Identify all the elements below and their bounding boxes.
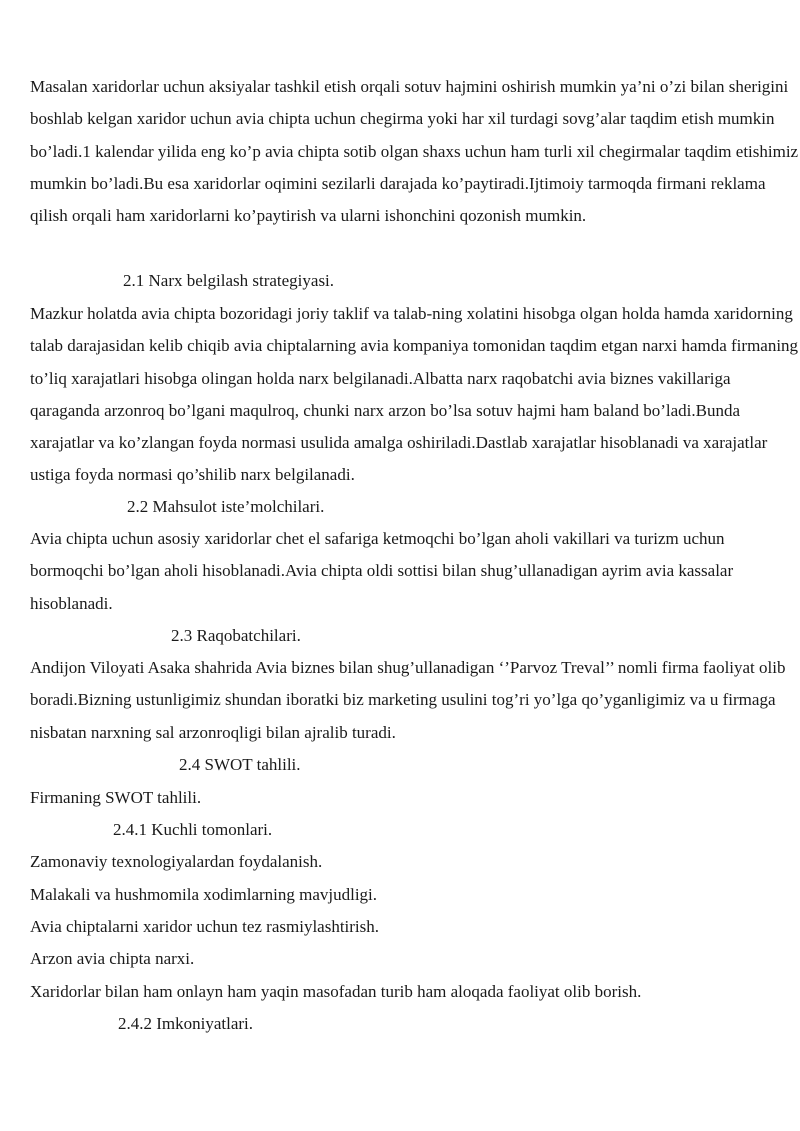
pricing-paragraph: Mazkur holatda avia chipta bozoridagi joriy taklif va talab-ning xolatini hisobga olgan holda hamda xaridorning talab darajasidan kelib chiqib avia chiptalarning avia kompaniya tomonidan taqdim etgan narxi hamda firmaning to’liq xarajatlari hisobga olingan holda narx belgilanadi.Albatta narx raqobatchi avia biznes vakillariga qaraganda arzonroq bo’lgani maqulroq, chunki narx arzon bo’lsa sotuv hajmi ham baland bo’ladi.Bunda xarajatlar va ko’zlangan foyda normasi usulida amalga oshiriladi.Dastlab xarajatlar hisoblanadi va xarajatlar ustiga foyda normasi qo’shilib narx belgilanadi. xyxy=(30,304,799,485)
heading-pricing-strategy: 2.1 Narx belgilash strategiyasi. xyxy=(123,271,335,290)
heading-product-consumers: 2.2 Mahsulot iste’molchilari. xyxy=(127,497,325,516)
intro-paragraph: Masalan xaridorlar uchun aksiyalar tashkil etish orqali sotuv hajmini oshirish mumkin ya’ni o’zi bilan sherigini boshlab kelgan xaridor uchun avia chipta uchun chegirma yoki har xil turdagi sovg’alar taqdim etish mumkin bo’ladi.1 kalendar yilida eng ko’p avia chipta sotib olgan shaxs uchun ham turli xil chegirmalar taqdim etishimiz mumkin bo’ladi.Bu esa xaridorlar oqimini sezilarli darajada ko’paytiradi.Ijtimoiy tarmoqda firmani reklama qilish orqali ham xaridorlarni ko’paytirish va ularni ishonchini qozonish mumkin. xyxy=(30,77,799,226)
consumers-paragraph: Avia chipta uchun asosiy xaridorlar chet el safariga ketmoqchi bo’lgan aholi vakillari va turizm uchun bormoqchi bo’lgan aholi hisoblanadi.Avia chipta oldi sottisi bilan shug’ullanadigan ayrim avia kassalar hisoblanadi. xyxy=(30,529,734,613)
heading-opportunities: 2.4.2 Imkoniyatlari. xyxy=(118,1014,254,1033)
heading-strengths: 2.4.1 Kuchli tomonlari. xyxy=(113,820,273,839)
strength-item: Zamonaviy texnologiyalardan foydalanish. xyxy=(30,852,323,871)
heading-swot-analysis: 2.4 SWOT tahlili. xyxy=(179,755,301,774)
competitors-paragraph: Andijon Viloyati Asaka shahrida Avia biznes bilan shug’ullanadigan ‘’Parvoz Treval’’ nomli firma faoliyat olib boradi.Bizning ustunligimiz shundan iboratki biz marketing usulini tog’ri yo’lga qo’yganligimiz va u firmaga nisbatan narxning sal arzonroqligi bilan ajralib turadi. xyxy=(30,658,786,742)
swot-intro-line: Firmaning SWOT tahlili. xyxy=(30,788,202,807)
strength-item: Arzon avia chipta narxi. xyxy=(30,949,195,968)
heading-competitors: 2.3 Raqobatchilari. xyxy=(171,626,301,645)
strength-item: Malakali va hushmomila xodimlarning mavjudligi. xyxy=(30,885,378,904)
strength-item: Avia chiptalarni xaridor uchun tez rasmiylashtirish. xyxy=(30,917,380,936)
strength-item: Xaridorlar bilan ham onlayn ham yaqin masofadan turib ham aloqada faoliyat olib borish. xyxy=(30,982,642,1001)
